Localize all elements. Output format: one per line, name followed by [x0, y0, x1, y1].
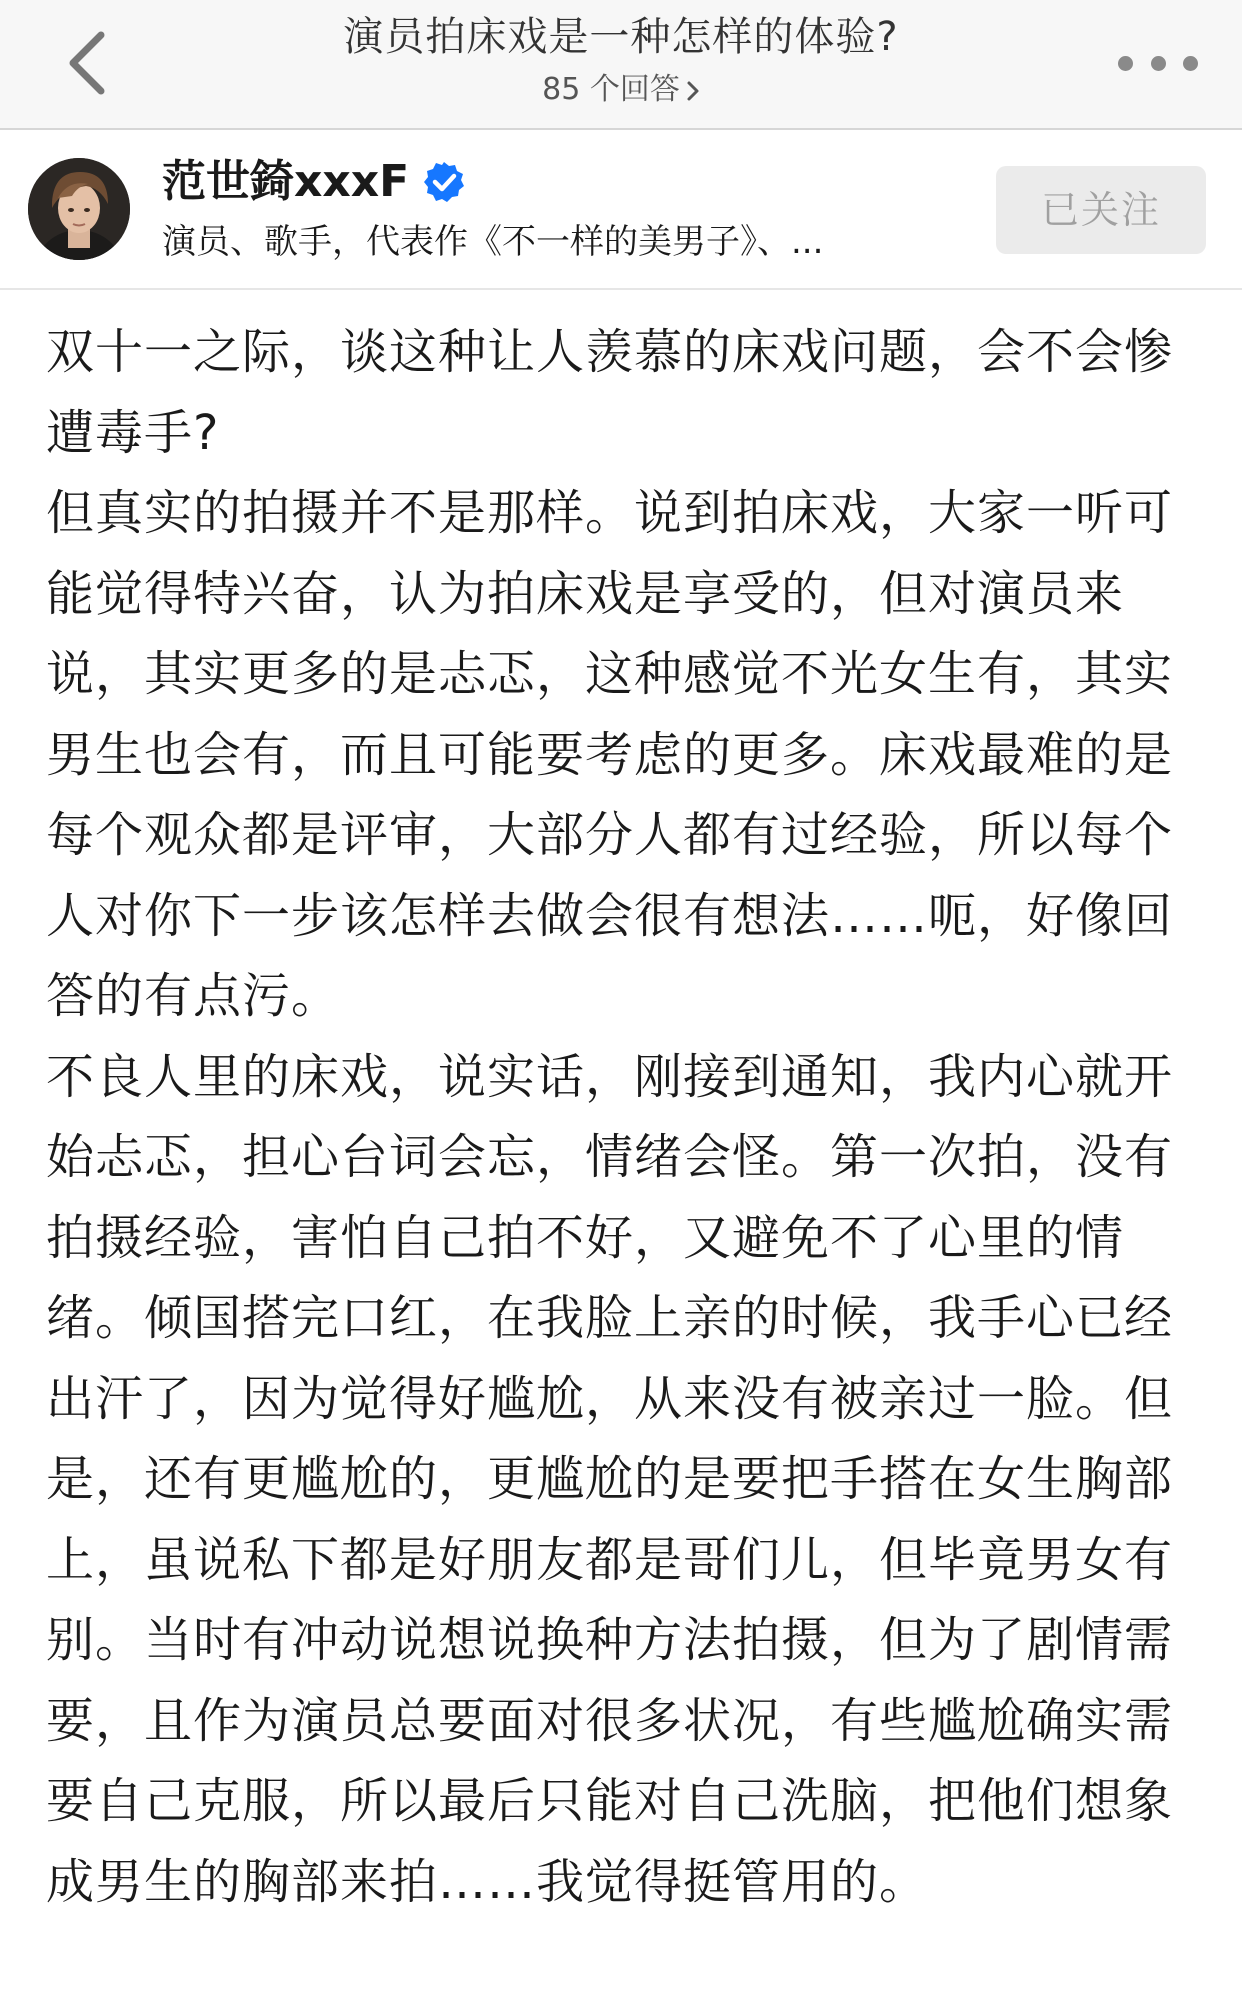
top-navigation-bar [0, 0, 1242, 130]
avatar-image [28, 158, 130, 260]
answer-content [46, 312, 1206, 1922]
chevron-right-icon [686, 80, 700, 102]
more-dot [1183, 56, 1198, 71]
answer-count-link[interactable] [420, 68, 822, 112]
answer-count-text: 85 个回答 [542, 72, 680, 107]
chevron-left-icon [67, 31, 107, 95]
follow-button[interactable]: 已关注 [996, 166, 1206, 254]
avatar[interactable] [28, 158, 130, 260]
answer-paragraph: 但真实的拍摄并不是那样。说到拍床戏，大家一听可能觉得特兴奋，认为拍床戏是享受的，但对演员来说，其实更多的是忐忑，这种感觉不光女生有，其实男生也会有，而且可能要考虑的更多。床戏最难的是每个观众都是评审，大部分人都有过经验，所以每个人对你下一步该怎样去做会很有想法……呃，好像回答的有点污。 [46, 485, 1174, 1024]
more-horizontal-icon [1118, 56, 1133, 71]
more-dot [1151, 56, 1166, 71]
more-options-button[interactable] [1118, 38, 1198, 88]
back-button[interactable] [52, 18, 122, 108]
author-name[interactable] [162, 154, 465, 210]
author-description: 演员、歌手，代表作《不一样的美男子》、... [162, 222, 824, 262]
verified-badge-icon [423, 161, 465, 203]
answer-paragraph: 不良人里的床戏，说实话，刚接到通知，我内心就开始忐忑，担心台词会忘，情绪会怪。第一次拍，没有拍摄经验，害怕自己拍不好，又避免不了心里的情绪。倾国搭完口红，在我脸上亲的时候，我手心已经出汗了，因为觉得好尴尬，从来没有被亲过一脸。但是，还有更尴尬的，更尴尬的是要把手搭在女生胸部上，虽说私下都是好朋友都是哥们儿，但毕竟男女有别。当时有冲动说想说换种方法拍摄，但为了剧情需要，且作为演员总要面对很多状况，有些尴尬确实需要自己克服，所以最后只能对自己洗脑，把他们想象成男生的胸部来拍……我觉得挺管用的。 [46, 1048, 1174, 1910]
question-title[interactable]: 演员拍床戏是一种怎样的体验? [343, 14, 899, 60]
author-name-text: 范世錡xxxF [162, 156, 410, 207]
answer-paragraph: 双十一之际，谈这种让人羡慕的床戏问题，会不会惨遭毒手? [46, 324, 1174, 461]
author-info-bar [0, 130, 1242, 290]
